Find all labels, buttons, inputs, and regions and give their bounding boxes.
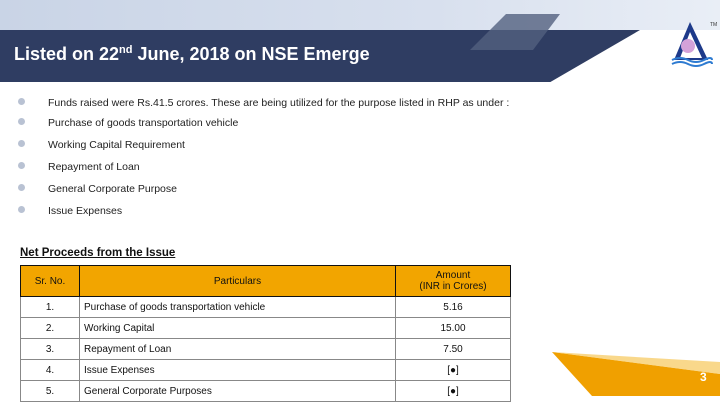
cell-particulars: Working Capital — [80, 318, 396, 339]
bullet-list — [18, 96, 538, 226]
bullet-dot-icon — [18, 140, 25, 147]
bullet-dot-icon — [18, 118, 25, 125]
page-number: 3 — [700, 370, 707, 384]
header-amount: Amount (INR in Crores) — [396, 266, 511, 297]
bullet-dot-icon — [18, 98, 25, 105]
cell-particulars: Repayment of Loan — [80, 339, 396, 360]
cell-particulars: General Corporate Purposes — [80, 381, 396, 402]
bullet-item: Purchase of goods transportation vehicle — [18, 116, 538, 130]
top-band — [0, 0, 720, 30]
trademark-mark: TM — [710, 22, 718, 28]
net-proceeds-heading: Net Proceeds from the Issue — [20, 247, 176, 259]
bullet-item: General Corporate Purpose — [18, 182, 538, 196]
table-row — [21, 297, 511, 318]
cell-sr: 4. — [21, 360, 80, 381]
table-row — [21, 318, 511, 339]
page-number-tab — [552, 352, 720, 396]
header-sr-no: Sr. No. — [21, 266, 80, 297]
cell-amount: [●] — [396, 381, 511, 402]
cell-amount: [●] — [396, 360, 511, 381]
cell-sr: 3. — [21, 339, 80, 360]
table-row — [21, 360, 511, 381]
bullet-dot-icon — [18, 162, 25, 169]
net-proceeds-table — [20, 265, 511, 402]
cell-sr: 1. — [21, 297, 80, 318]
cell-sr: 2. — [21, 318, 80, 339]
header-particulars: Particulars — [80, 266, 396, 297]
table-row — [21, 381, 511, 402]
cell-particulars: Issue Expenses — [80, 360, 396, 381]
table-row — [21, 339, 511, 360]
slide-title: Listed on 22nd June, 2018 on NSE Emerge — [14, 44, 370, 64]
company-logo — [666, 18, 716, 68]
cell-particulars: Purchase of goods transportation vehicle — [80, 297, 396, 318]
bullet-item: Repayment of Loan — [18, 160, 538, 174]
table-header-row — [21, 266, 511, 297]
cell-sr: 5. — [21, 381, 80, 402]
bullet-dot-icon — [18, 184, 25, 191]
cell-amount: 7.50 — [396, 339, 511, 360]
bullet-dot-icon — [18, 206, 25, 213]
bullet-item: Issue Expenses — [18, 204, 538, 218]
cell-amount: 15.00 — [396, 318, 511, 339]
bullet-item: Working Capital Requirement — [18, 138, 538, 152]
bullet-item: Funds raised were Rs.41.5 crores. These are being utilized for the purpose listed in RHP as under : — [18, 96, 538, 110]
cell-amount: 5.16 — [396, 297, 511, 318]
